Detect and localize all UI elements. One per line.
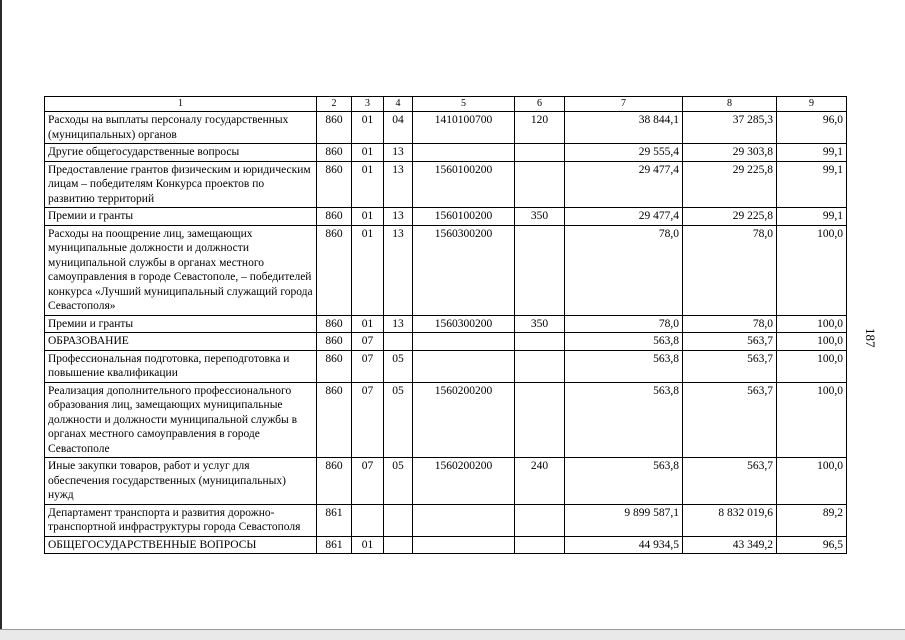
section-code-cell: 07 (352, 333, 384, 351)
row-name-cell: Премии и гранты (45, 315, 317, 333)
subsection-code-cell: 13 (384, 208, 413, 226)
expense-type-cell (515, 144, 565, 162)
subsection-code-cell: 05 (384, 350, 413, 382)
planned-amount-cell: 563,8 (565, 350, 683, 382)
percent-cell: 99,1 (777, 208, 847, 226)
target-item-cell: 1560300200 (413, 225, 515, 315)
expense-type-cell (515, 161, 565, 208)
agency-code-cell: 860 (317, 208, 352, 226)
agency-code-cell: 860 (317, 350, 352, 382)
percent-cell: 89,2 (777, 504, 847, 536)
target-item-cell: 1560100200 (413, 161, 515, 208)
scan-edge-left (0, 0, 2, 640)
table-row (45, 208, 847, 226)
agency-code-cell: 860 (317, 382, 352, 458)
column-header: 3 (352, 97, 384, 112)
section-code-cell: 01 (352, 208, 384, 226)
percent-cell: 100,0 (777, 225, 847, 315)
page-number: 187 (863, 328, 878, 348)
agency-code-cell: 860 (317, 333, 352, 351)
expense-type-cell: 120 (515, 112, 565, 144)
row-name-cell: Премии и гранты (45, 208, 317, 226)
row-name-cell: Предоставление грантов физическим и юридическим лицам – победителям Конкурса проектов по развитию территорий (45, 161, 317, 208)
expense-type-cell (515, 536, 565, 554)
planned-amount-cell: 78,0 (565, 225, 683, 315)
subsection-code-cell: 13 (384, 225, 413, 315)
subsection-code-cell: 05 (384, 382, 413, 458)
planned-amount-cell: 38 844,1 (565, 112, 683, 144)
section-code-cell: 01 (352, 315, 384, 333)
column-header: 5 (413, 97, 515, 112)
column-header: 9 (777, 97, 847, 112)
planned-amount-cell: 29 477,4 (565, 208, 683, 226)
expense-type-cell (515, 504, 565, 536)
percent-cell: 100,0 (777, 315, 847, 333)
agency-code-cell: 860 (317, 458, 352, 505)
table-row (45, 144, 847, 162)
percent-cell: 96,5 (777, 536, 847, 554)
percent-cell: 100,0 (777, 333, 847, 351)
table-row (45, 458, 847, 505)
column-header: 7 (565, 97, 683, 112)
subsection-code-cell: 13 (384, 144, 413, 162)
planned-amount-cell: 9 899 587,1 (565, 504, 683, 536)
column-header: 6 (515, 97, 565, 112)
section-code-cell: 01 (352, 161, 384, 208)
table-row (45, 161, 847, 208)
row-name-cell: Другие общегосударственные вопросы (45, 144, 317, 162)
percent-cell: 99,1 (777, 144, 847, 162)
table-row (45, 225, 847, 315)
subsection-code-cell: 04 (384, 112, 413, 144)
expense-type-cell (515, 350, 565, 382)
subsection-code-cell: 05 (384, 458, 413, 505)
row-name-cell: ОБЩЕГОСУДАРСТВЕННЫЕ ВОПРОСЫ (45, 536, 317, 554)
row-name-cell: Реализация дополнительного профессионального образования лиц, замещающих муниципальные должности и должности муниципальной службы в органах местного самоуправления в городе Севастополе (45, 382, 317, 458)
subsection-code-cell (384, 333, 413, 351)
expense-type-cell: 350 (515, 208, 565, 226)
row-name-cell: Расходы на выплаты персоналу государственных (муниципальных) органов (45, 112, 317, 144)
table-row (45, 112, 847, 144)
actual-amount-cell: 29 303,8 (683, 144, 777, 162)
column-header: 1 (45, 97, 317, 112)
subsection-code-cell: 13 (384, 315, 413, 333)
target-item-cell: 1560200200 (413, 382, 515, 458)
percent-cell: 96,0 (777, 112, 847, 144)
actual-amount-cell: 78,0 (683, 315, 777, 333)
agency-code-cell: 860 (317, 315, 352, 333)
expense-type-cell (515, 333, 565, 351)
subsection-code-cell (384, 504, 413, 536)
target-item-cell: 1410100700 (413, 112, 515, 144)
row-name-cell: ОБРАЗОВАНИЕ (45, 333, 317, 351)
percent-cell: 100,0 (777, 350, 847, 382)
target-item-cell (413, 536, 515, 554)
section-code-cell: 01 (352, 112, 384, 144)
actual-amount-cell: 43 349,2 (683, 536, 777, 554)
actual-amount-cell: 563,7 (683, 350, 777, 382)
target-item-cell: 1560100200 (413, 208, 515, 226)
planned-amount-cell: 29 477,4 (565, 161, 683, 208)
actual-amount-cell: 563,7 (683, 382, 777, 458)
column-header: 4 (384, 97, 413, 112)
budget-execution-table (44, 96, 847, 554)
planned-amount-cell: 44 934,5 (565, 536, 683, 554)
target-item-cell (413, 350, 515, 382)
actual-amount-cell: 563,7 (683, 333, 777, 351)
planned-amount-cell: 563,8 (565, 458, 683, 505)
target-item-cell: 1560200200 (413, 458, 515, 505)
section-code-cell: 07 (352, 382, 384, 458)
planned-amount-cell: 29 555,4 (565, 144, 683, 162)
actual-amount-cell: 78,0 (683, 225, 777, 315)
target-item-cell (413, 333, 515, 351)
target-item-cell (413, 504, 515, 536)
section-code-cell (352, 504, 384, 536)
section-code-cell: 01 (352, 144, 384, 162)
column-header: 2 (317, 97, 352, 112)
row-name-cell: Расходы на поощрение лиц, замещающих муниципальные должности и должности муниципальной службы в органах местного самоуправления в городе Севастополе, – победителей конкурса «Лучший муниципальный служащий города Севастополя» (45, 225, 317, 315)
percent-cell: 99,1 (777, 161, 847, 208)
subsection-code-cell: 13 (384, 161, 413, 208)
actual-amount-cell: 563,7 (683, 458, 777, 505)
section-code-cell: 01 (352, 225, 384, 315)
expense-type-cell (515, 225, 565, 315)
section-code-cell: 07 (352, 458, 384, 505)
table-row (45, 350, 847, 382)
actual-amount-cell: 37 285,3 (683, 112, 777, 144)
planned-amount-cell: 563,8 (565, 382, 683, 458)
expense-type-cell: 350 (515, 315, 565, 333)
table-row (45, 504, 847, 536)
expense-type-cell: 240 (515, 458, 565, 505)
scan-edge-bottom (0, 630, 905, 640)
table-header-row (45, 97, 847, 112)
actual-amount-cell: 29 225,8 (683, 161, 777, 208)
target-item-cell (413, 144, 515, 162)
table-row (45, 382, 847, 458)
row-name-cell: Профессиональная подготовка, переподготовка и повышение квалификации (45, 350, 317, 382)
agency-code-cell: 860 (317, 112, 352, 144)
agency-code-cell: 860 (317, 144, 352, 162)
section-code-cell: 07 (352, 350, 384, 382)
row-name-cell: Департамент транспорта и развития дорожно-транспортной инфраструктуры города Севастополя (45, 504, 317, 536)
expense-type-cell (515, 382, 565, 458)
actual-amount-cell: 8 832 019,6 (683, 504, 777, 536)
section-code-cell: 01 (352, 536, 384, 554)
percent-cell: 100,0 (777, 382, 847, 458)
agency-code-cell: 860 (317, 161, 352, 208)
row-name-cell: Иные закупки товаров, работ и услуг для обеспечения государственных (муниципальных) нужд (45, 458, 317, 505)
percent-cell: 100,0 (777, 458, 847, 505)
planned-amount-cell: 563,8 (565, 333, 683, 351)
agency-code-cell: 860 (317, 225, 352, 315)
table-row (45, 333, 847, 351)
column-header: 8 (683, 97, 777, 112)
target-item-cell: 1560300200 (413, 315, 515, 333)
agency-code-cell: 861 (317, 536, 352, 554)
agency-code-cell: 861 (317, 504, 352, 536)
actual-amount-cell: 29 225,8 (683, 208, 777, 226)
planned-amount-cell: 78,0 (565, 315, 683, 333)
table-row (45, 536, 847, 554)
subsection-code-cell (384, 536, 413, 554)
table-row (45, 315, 847, 333)
